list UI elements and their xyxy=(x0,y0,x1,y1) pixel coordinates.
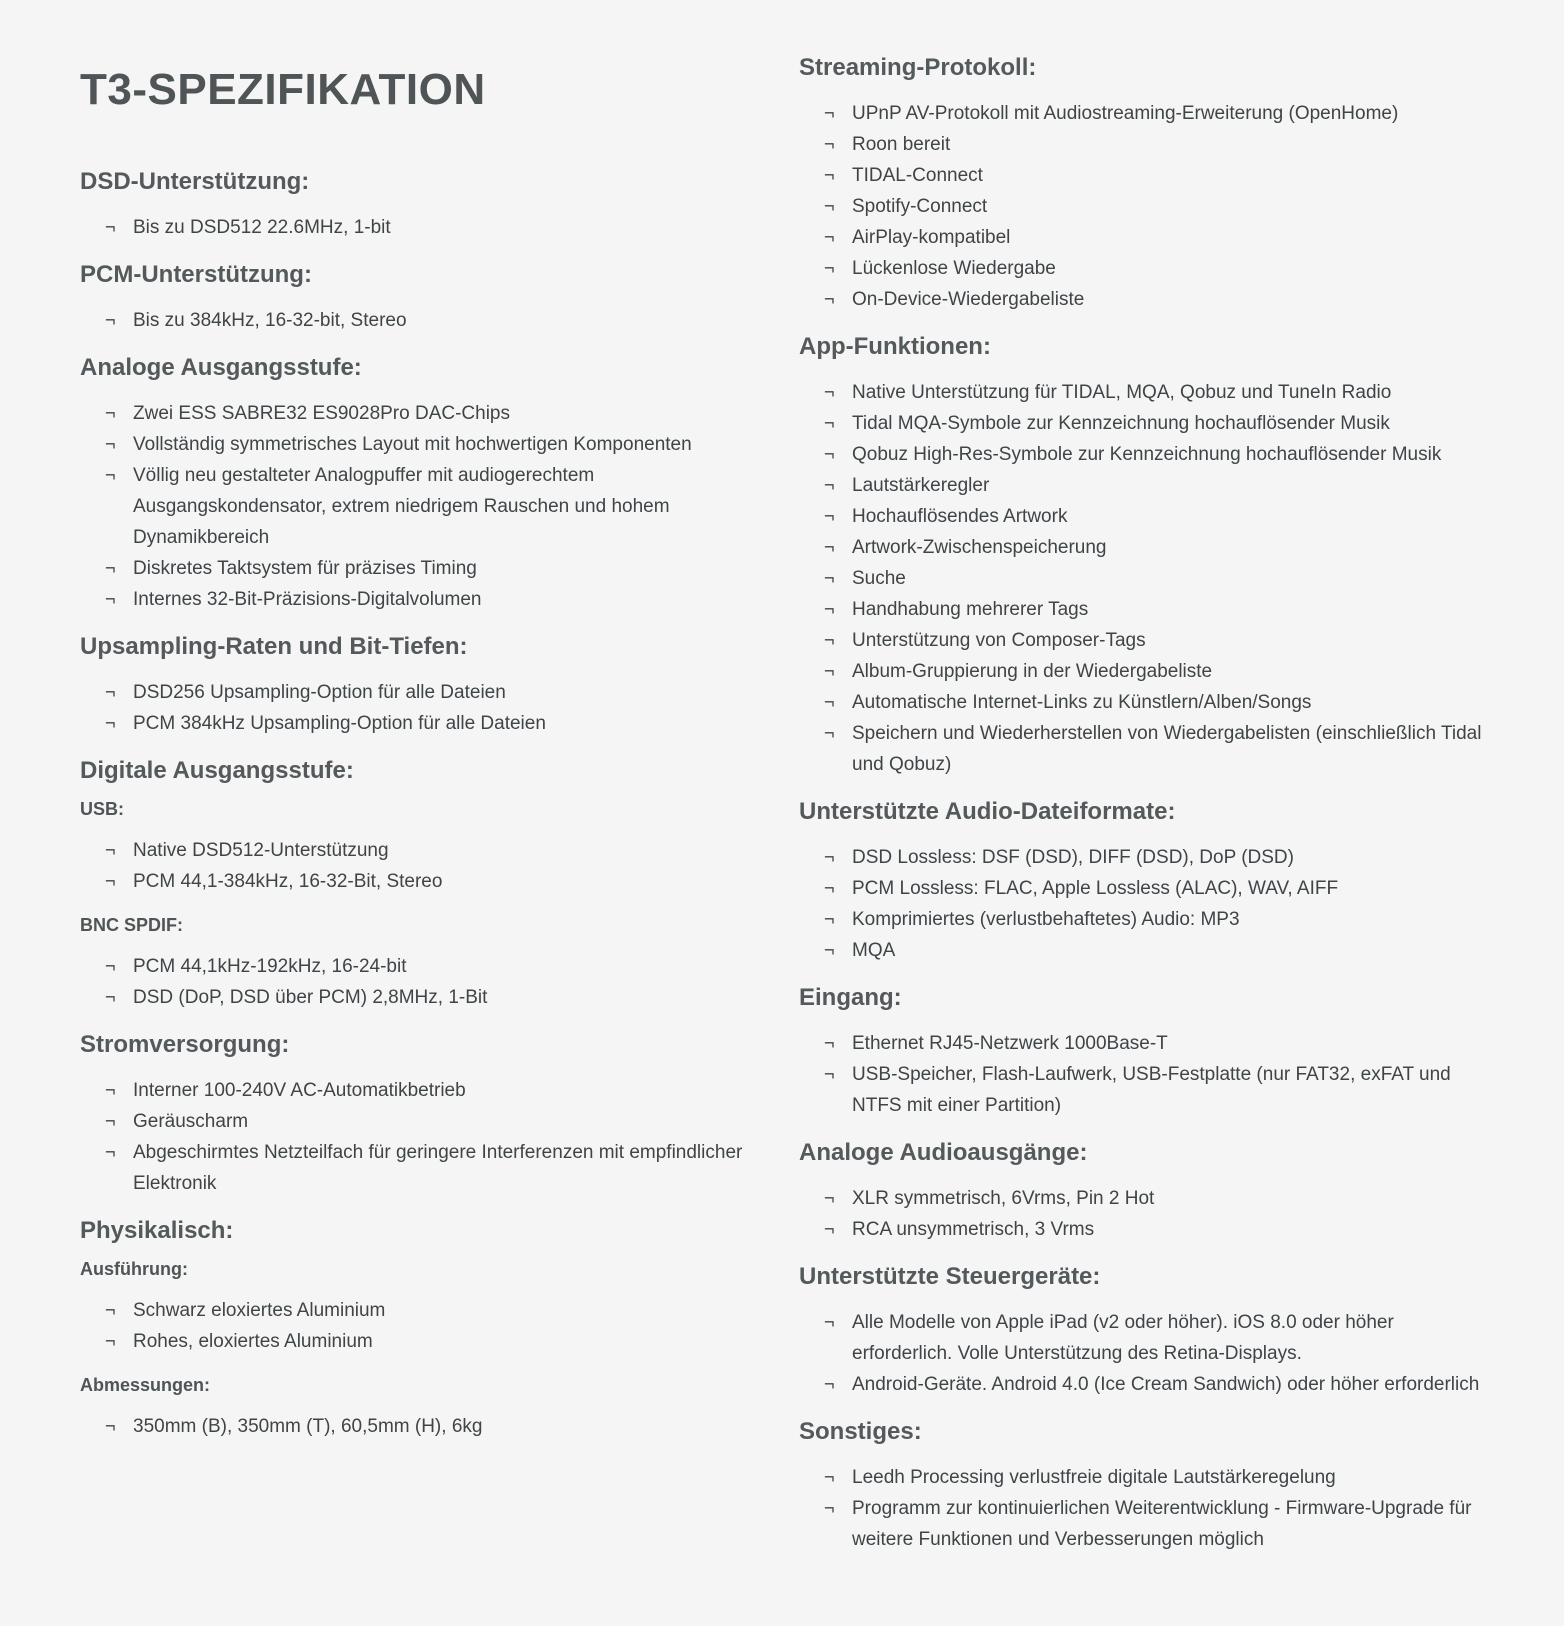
not-sign-bullet-icon: ¬ xyxy=(105,987,116,1007)
not-sign-bullet-icon: ¬ xyxy=(105,1111,116,1131)
spec-item xyxy=(105,553,760,584)
section-app xyxy=(799,329,1499,780)
not-sign-bullet-icon: ¬ xyxy=(824,723,835,743)
right-column xyxy=(799,50,1499,1569)
not-sign-bullet-icon: ¬ xyxy=(824,165,835,185)
not-sign-bullet-icon: ¬ xyxy=(824,1219,835,1239)
spec-item xyxy=(824,718,1499,780)
spec-item-text: Komprimiertes (verlustbehaftetes) Audio: MP3 xyxy=(852,909,1240,930)
not-sign-bullet-icon: ¬ xyxy=(824,847,835,867)
not-sign-bullet-icon: ¬ xyxy=(824,475,835,495)
spec-item xyxy=(824,1059,1499,1121)
not-sign-bullet-icon: ¬ xyxy=(824,258,835,278)
not-sign-bullet-icon: ¬ xyxy=(824,568,835,588)
not-sign-bullet-icon: ¬ xyxy=(824,878,835,898)
not-sign-bullet-icon: ¬ xyxy=(824,103,835,123)
spec-item xyxy=(824,439,1499,470)
spec-item-text: XLR symmetrisch, 6Vrms, Pin 2 Hot xyxy=(852,1188,1155,1209)
spec-item xyxy=(105,1411,760,1442)
spec-item-text: Rohes, eloxiertes Aluminium xyxy=(133,1331,373,1352)
spec-item-text: PCM 44,1-384kHz, 16-32-Bit, Stereo xyxy=(133,871,443,892)
not-sign-bullet-icon: ¬ xyxy=(824,1188,835,1208)
spec-item-text: Native DSD512-Unterstützung xyxy=(133,840,389,861)
not-sign-bullet-icon: ¬ xyxy=(824,196,835,216)
spec-item-text: DSD (DoP, DSD über PCM) 2,8MHz, 1-Bit xyxy=(133,987,488,1008)
spec-list xyxy=(799,98,1499,315)
spec-list xyxy=(80,212,760,243)
not-sign-bullet-icon: ¬ xyxy=(824,227,835,247)
right-sections xyxy=(799,50,1499,1555)
spec-item xyxy=(105,1295,760,1326)
spec-item xyxy=(824,625,1499,656)
spec-item xyxy=(105,212,760,243)
not-sign-bullet-icon: ¬ xyxy=(105,589,116,609)
section-digital-stage xyxy=(80,753,760,1013)
not-sign-bullet-icon: ¬ xyxy=(105,956,116,976)
spec-item-text: Diskretes Taktsystem für präzises Timing xyxy=(133,558,477,579)
spec-item xyxy=(824,873,1499,904)
not-sign-bullet-icon: ¬ xyxy=(105,871,116,891)
spec-item xyxy=(105,982,760,1013)
spec-item-text: Qobuz High-Res-Symbole zur Kennzeichnung hochauflösender Musik xyxy=(852,444,1442,465)
not-sign-bullet-icon: ¬ xyxy=(105,1300,116,1320)
spec-item-text: Völlig neu gestalteter Analogpuffer mit audiogerechtem Ausgangskondensator, extrem niedrigem Rauschen und hohem Dynamikbereich xyxy=(133,465,670,548)
not-sign-bullet-icon: ¬ xyxy=(824,537,835,557)
spec-item-text: Interner 100-240V AC-Automatikbetrieb xyxy=(133,1080,466,1101)
section-heading: Streaming-Protokoll: xyxy=(799,54,1037,81)
spec-item xyxy=(105,305,760,336)
spec-item-text: Suche xyxy=(852,568,906,589)
sub-block xyxy=(80,1371,760,1442)
spec-item-text: Vollständig symmetrisches Layout mit hochwertigen Komponenten xyxy=(133,434,692,455)
spec-list xyxy=(799,1307,1499,1400)
sub-block xyxy=(80,795,760,897)
sub-heading: Ausführung: xyxy=(80,1259,188,1279)
sub-block xyxy=(80,1255,760,1357)
spec-list xyxy=(80,1075,760,1199)
section-streaming xyxy=(799,50,1499,315)
spec-item-text: Unterstützung von Composer-Tags xyxy=(852,630,1146,651)
spec-item-text: Bis zu 384kHz, 16-32-bit, Stereo xyxy=(133,310,407,331)
not-sign-bullet-icon: ¬ xyxy=(824,1064,835,1084)
page-title: T3-SPEZIFIKATION xyxy=(80,65,486,114)
spec-item-text: Schwarz eloxiertes Aluminium xyxy=(133,1300,386,1321)
section-heading: PCM-Unterstützung: xyxy=(80,261,312,288)
spec-item xyxy=(105,584,760,615)
not-sign-bullet-icon: ¬ xyxy=(824,506,835,526)
spec-item xyxy=(105,398,760,429)
spec-list xyxy=(80,677,760,739)
spec-item-text: Geräuscharm xyxy=(133,1111,249,1132)
spec-item xyxy=(824,563,1499,594)
spec-item-text: Leedh Processing verlustfreie digitale Lautstärkeregelung xyxy=(852,1467,1336,1488)
spec-item xyxy=(105,835,760,866)
spec-item xyxy=(105,1326,760,1357)
section-heading: Unterstützte Audio-Dateiformate: xyxy=(799,798,1176,825)
section-heading: Upsampling-Raten und Bit-Tiefen: xyxy=(80,633,468,660)
not-sign-bullet-icon: ¬ xyxy=(105,1331,116,1351)
spec-list xyxy=(799,842,1499,966)
spec-item xyxy=(824,532,1499,563)
spec-item-text: TIDAL-Connect xyxy=(852,165,983,186)
not-sign-bullet-icon: ¬ xyxy=(824,134,835,154)
not-sign-bullet-icon: ¬ xyxy=(105,434,116,454)
spec-item-text: Tidal MQA-Symbole zur Kennzeichnung hochauflösender Musik xyxy=(852,413,1390,434)
not-sign-bullet-icon: ¬ xyxy=(105,403,116,423)
not-sign-bullet-icon: ¬ xyxy=(105,558,116,578)
not-sign-bullet-icon: ¬ xyxy=(105,682,116,702)
not-sign-bullet-icon: ¬ xyxy=(824,661,835,681)
spec-item xyxy=(824,191,1499,222)
spec-list xyxy=(80,1411,760,1442)
spec-item xyxy=(105,866,760,897)
not-sign-bullet-icon: ¬ xyxy=(824,1498,835,1518)
not-sign-bullet-icon: ¬ xyxy=(824,1033,835,1053)
section-heading: Physikalisch: xyxy=(80,1217,234,1244)
spec-item-text: Lautstärkeregler xyxy=(852,475,990,496)
spec-item-text: PCM 44,1kHz-192kHz, 16-24-bit xyxy=(133,956,407,977)
spec-item-text: Abgeschirmtes Netzteilfach für geringere Interferenzen mit empfindlicher Elektronik xyxy=(133,1142,743,1194)
spec-item-text: Speichern und Wiederherstellen von Wiedergabelisten (einschließlich Tidal und Qobuz) xyxy=(852,723,1482,775)
section-upsampling xyxy=(80,629,760,739)
not-sign-bullet-icon: ¬ xyxy=(824,1312,835,1332)
not-sign-bullet-icon: ¬ xyxy=(105,465,116,485)
spec-item xyxy=(824,160,1499,191)
not-sign-bullet-icon: ¬ xyxy=(824,909,835,929)
not-sign-bullet-icon: ¬ xyxy=(105,1080,116,1100)
spec-item xyxy=(824,1462,1499,1493)
section-heading: Unterstützte Steuergeräte: xyxy=(799,1263,1101,1290)
spec-list xyxy=(80,835,760,897)
section-controllers xyxy=(799,1259,1499,1400)
spec-item-text: AirPlay-kompatibel xyxy=(852,227,1011,248)
section-analog-stage xyxy=(80,350,760,615)
spec-item xyxy=(824,935,1499,966)
spec-item xyxy=(824,377,1499,408)
spec-item-text: MQA xyxy=(852,940,896,961)
not-sign-bullet-icon: ¬ xyxy=(105,217,116,237)
not-sign-bullet-icon: ¬ xyxy=(824,1374,835,1394)
left-column xyxy=(80,60,760,1456)
spec-item-text: Internes 32-Bit-Präzisions-Digitalvolumen xyxy=(133,589,482,610)
section-power xyxy=(80,1027,760,1199)
spec-item-text: DSD Lossless: DSF (DSD), DIFF (DSD), DoP (DSD) xyxy=(852,847,1294,868)
not-sign-bullet-icon: ¬ xyxy=(105,1416,116,1436)
spec-item-text: Artwork-Zwischenspeicherung xyxy=(852,537,1107,558)
section-heading: DSD-Unterstützung: xyxy=(80,168,310,195)
spec-list xyxy=(799,1183,1499,1245)
spec-item xyxy=(824,594,1499,625)
spec-item-text: Native Unterstützung für TIDAL, MQA, Qobuz und TuneIn Radio xyxy=(852,382,1392,403)
section-physical xyxy=(80,1213,760,1442)
spec-item xyxy=(824,687,1499,718)
spec-item xyxy=(105,1075,760,1106)
spec-item xyxy=(824,1028,1499,1059)
section-heading: Eingang: xyxy=(799,984,902,1011)
spec-list xyxy=(80,1295,760,1357)
spec-list xyxy=(80,305,760,336)
spec-item xyxy=(824,656,1499,687)
not-sign-bullet-icon: ¬ xyxy=(824,444,835,464)
section-dsd xyxy=(80,164,760,243)
sub-heading: BNC SPDIF: xyxy=(80,915,183,935)
spec-item-text: Lückenlose Wiedergabe xyxy=(852,258,1056,279)
spec-item-text: RCA unsymmetrisch, 3 Vrms xyxy=(852,1219,1095,1240)
not-sign-bullet-icon: ¬ xyxy=(824,630,835,650)
spec-item-text: PCM Lossless: FLAC, Apple Lossless (ALAC), WAV, AIFF xyxy=(852,878,1339,899)
spec-list xyxy=(80,951,760,1013)
not-sign-bullet-icon: ¬ xyxy=(105,840,116,860)
spec-item xyxy=(824,501,1499,532)
spec-item-text: On-Device-Wiedergabeliste xyxy=(852,289,1085,310)
spec-item xyxy=(824,98,1499,129)
spec-list xyxy=(80,398,760,615)
spec-item-text: DSD256 Upsampling-Option für alle Dateien xyxy=(133,682,506,703)
spec-item-text: Alle Modelle von Apple iPad (v2 oder höher). iOS 8.0 oder höher erforderlich. Volle Unterstützung des Retina-Displays. xyxy=(852,1312,1394,1364)
not-sign-bullet-icon: ¬ xyxy=(824,382,835,402)
sub-heading: Abmessungen: xyxy=(80,1375,211,1395)
not-sign-bullet-icon: ¬ xyxy=(105,310,116,330)
section-heading: Digitale Ausgangsstufe: xyxy=(80,757,354,784)
not-sign-bullet-icon: ¬ xyxy=(824,289,835,309)
spec-list xyxy=(799,1462,1499,1555)
not-sign-bullet-icon: ¬ xyxy=(105,713,116,733)
section-heading: Analoge Audioausgänge: xyxy=(799,1139,1088,1166)
spec-item-text: Ethernet RJ45-Netzwerk 1000Base-T xyxy=(852,1033,1168,1054)
spec-item xyxy=(824,470,1499,501)
not-sign-bullet-icon: ¬ xyxy=(105,1142,116,1162)
section-heading: Analoge Ausgangsstufe: xyxy=(80,354,362,381)
spec-item-text: Zwei ESS SABRE32 ES9028Pro DAC-Chips xyxy=(133,403,510,424)
spec-item-text: 350mm (B), 350mm (T), 60,5mm (H), 6kg xyxy=(133,1416,483,1437)
not-sign-bullet-icon: ¬ xyxy=(824,599,835,619)
not-sign-bullet-icon: ¬ xyxy=(824,413,835,433)
spec-item-text: USB-Speicher, Flash-Laufwerk, USB-Festplatte (nur FAT32, exFAT und NTFS mit einer Partition) xyxy=(852,1064,1451,1116)
spec-item xyxy=(824,253,1499,284)
spec-item xyxy=(105,460,760,553)
spec-item xyxy=(824,129,1499,160)
spec-item-text: Automatische Internet-Links zu Künstlern/Alben/Songs xyxy=(852,692,1312,713)
spec-item xyxy=(824,904,1499,935)
spec-item-text: Roon bereit xyxy=(852,134,951,155)
not-sign-bullet-icon: ¬ xyxy=(824,1467,835,1487)
spec-list xyxy=(799,1028,1499,1121)
spec-item xyxy=(105,1106,760,1137)
spec-item xyxy=(824,842,1499,873)
section-analog-out xyxy=(799,1135,1499,1245)
section-heading: App-Funktionen: xyxy=(799,333,991,360)
spec-item xyxy=(824,1369,1499,1400)
spec-item xyxy=(105,951,760,982)
spec-item-text: Programm zur kontinuierlichen Weiterentwicklung - Firmware-Upgrade für weitere Funktionen und Verbesserungen möglich xyxy=(852,1498,1472,1550)
spec-item xyxy=(824,222,1499,253)
spec-item xyxy=(105,677,760,708)
spec-item-text: Android-Geräte. Android 4.0 (Ice Cream Sandwich) oder höher erforderlich xyxy=(852,1374,1480,1395)
spec-item xyxy=(824,1183,1499,1214)
spec-item-text: Album-Gruppierung in der Wiedergabeliste xyxy=(852,661,1213,682)
spec-item-text: Hochauflösendes Artwork xyxy=(852,506,1068,527)
sub-block xyxy=(80,911,760,1013)
left-sections xyxy=(80,164,760,1442)
spec-item xyxy=(824,284,1499,315)
spec-list xyxy=(799,377,1499,780)
section-pcm xyxy=(80,257,760,336)
section-heading: Sonstiges: xyxy=(799,1418,922,1445)
spec-item-text: Spotify-Connect xyxy=(852,196,988,217)
sub-heading: USB: xyxy=(80,799,124,819)
spec-item-text: UPnP AV-Protokoll mit Audiostreaming-Erweiterung (OpenHome) xyxy=(852,103,1399,124)
spec-item-text: Handhabung mehrerer Tags xyxy=(852,599,1089,620)
spec-item xyxy=(105,1137,760,1199)
spec-item xyxy=(105,429,760,460)
not-sign-bullet-icon: ¬ xyxy=(824,692,835,712)
spec-item-text: PCM 384kHz Upsampling-Option für alle Dateien xyxy=(133,713,546,734)
spec-item xyxy=(824,1493,1499,1555)
section-heading: Stromversorgung: xyxy=(80,1031,290,1058)
spec-item xyxy=(824,1307,1499,1369)
spec-item xyxy=(824,408,1499,439)
section-formats xyxy=(799,794,1499,966)
spec-item xyxy=(105,708,760,739)
not-sign-bullet-icon: ¬ xyxy=(824,940,835,960)
section-input xyxy=(799,980,1499,1121)
section-misc xyxy=(799,1414,1499,1555)
spec-item-text: Bis zu DSD512 22.6MHz, 1-bit xyxy=(133,217,391,238)
spec-item xyxy=(824,1214,1499,1245)
